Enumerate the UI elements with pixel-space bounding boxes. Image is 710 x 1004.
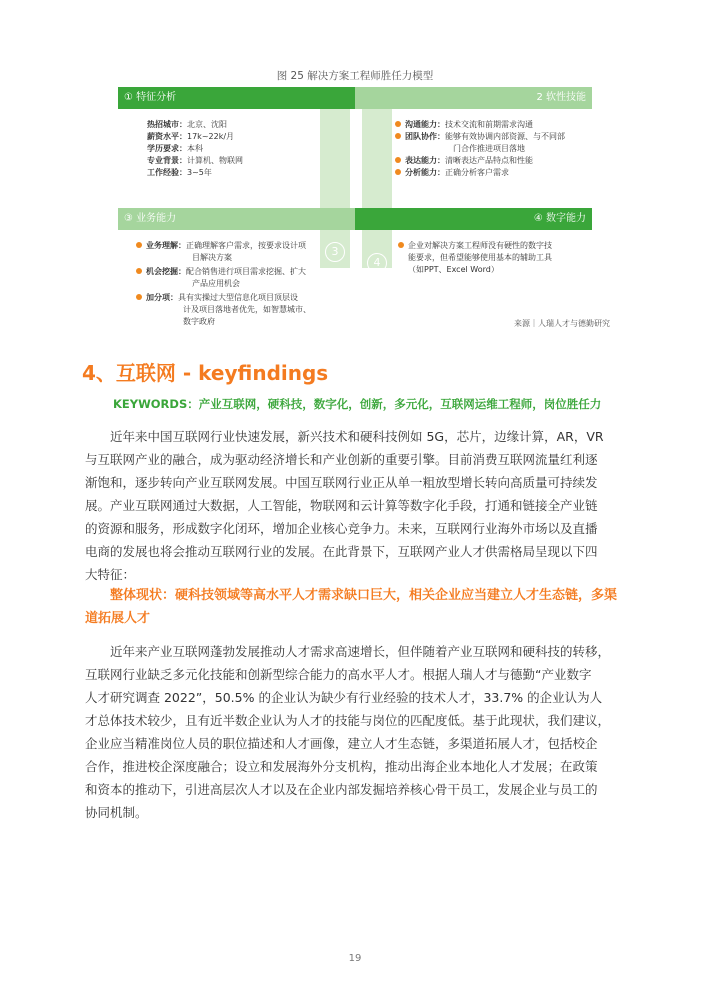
business-skill-text: 计及项目落地者优先，如智慧城市、 (183, 305, 311, 314)
figure-source: 来源｜人瑞人才与德勤研究 (514, 319, 610, 328)
bullet-dot-icon (395, 169, 401, 175)
subheading-line: 整体现状：硬科技领域等高水平人才需求缺口巨大，相关企业应当建立人才生态链，多渠 (110, 588, 618, 603)
characteristic-row (147, 167, 212, 179)
paragraph-line: 的资源和服务，形成数字化闭环，增加企业核心竞争力。未来，互联网行业海外市场以及直播 (85, 521, 598, 536)
characteristic-key: 工作经验： (147, 168, 187, 177)
paragraph-line: 企业应当精准岗位人员的职位描述和人才画像，建立人才生态链，多渠道拓展人才，包括校企 (85, 736, 598, 751)
paragraph-line: 近年来产业互联网蓬勃发展推动人才需求高速增长，但伴随着产业互联网和硬科技的转移， (110, 644, 611, 659)
digital-skill-item-cont (408, 264, 499, 276)
soft-skill-text: 清晰表达产品特点和性能 (445, 156, 533, 165)
soft-skill-text: 技术交流和前期需求沟通 (445, 120, 533, 129)
paragraph-line: 协同机制。 (85, 805, 148, 820)
soft-skill-item (395, 131, 565, 143)
business-skill-text: 目解决方案 (192, 253, 232, 262)
soft-skill-text: 门合作推进项目落地 (453, 144, 525, 153)
characteristic-row (147, 155, 243, 167)
bullet-dot-icon (398, 242, 404, 248)
characteristic-key: 专业背景： (147, 156, 187, 165)
bullet-dot-icon (136, 268, 142, 274)
characteristic-key: 学历要求： (147, 144, 187, 153)
paragraph-line: 才总体技术较少，且有近半数企业认为人才的技能与岗位的匹配度低。基于此现状，我们建议， (85, 713, 611, 728)
paragraph-line: 展。产业互联网通过大数据，人工智能，物联网和云计算等数字化手段，打通和链接全产业链 (85, 498, 598, 513)
soft-skill-item (395, 155, 533, 167)
characteristic-value: 3~5年 (187, 168, 212, 177)
soft-skill-item (395, 167, 509, 179)
number-circle-2: 2 (426, 184, 446, 204)
paragraph-line: 和资本的推动下，引进高层次人才以及在企业内部发掘培养核心骨干员工，发展企业与员工的 (85, 782, 598, 797)
business-skill-key: 机会挖掘： (146, 267, 186, 276)
section-label-digital: ④ 数字能力 (533, 213, 586, 224)
soft-skill-key: 沟通能力： (405, 120, 445, 129)
paragraph-1 (85, 425, 628, 586)
characteristic-value: 北京、沈阳 (187, 120, 227, 129)
business-skill-item (136, 266, 306, 278)
subheading-line: 道拓展人才 (85, 611, 151, 626)
number-circle-1: 1 (266, 141, 286, 161)
section-bar-business (118, 208, 355, 230)
business-skill-item (136, 240, 306, 252)
bullet-dot-icon (395, 133, 401, 139)
characteristic-value: 计算机、物联网 (187, 156, 243, 165)
section-bar-digital (355, 208, 592, 230)
number-circle-3: 3 (325, 242, 345, 262)
soft-skill-text: 正确分析客户需求 (445, 168, 509, 177)
digital-skill-text: （如PPT、Excel Word） (408, 265, 499, 274)
section-label-soft-skills: 2 软性技能 (536, 92, 586, 103)
business-skill-text: 正确理解客户需求，按要求设计项 (186, 241, 306, 250)
paragraph-line: 电商的发展也将会推动互联网行业的发展。在此背景下，互联网产业人才供需格局呈现以下四 (85, 544, 598, 559)
section-label-business: ③ 业务能力 (124, 213, 177, 224)
characteristic-key: 热招城市： (147, 120, 187, 129)
page-number: 19 (348, 953, 362, 964)
paragraph-line: 与互联网产业的融合，成为驱动经济增长和产业创新的重要引擎。目前消费互联网流量红利逐 (85, 452, 598, 467)
paragraph-line: 合作，推进校企深度融合；设立和发展海外分支机构，推动出海企业本地化人才发展；在政策 (85, 759, 598, 774)
bullet-dot-icon (395, 121, 401, 127)
paragraph-2 (85, 640, 628, 824)
paragraph-line: 近年来中国互联网行业快速发展，新兴技术和硬科技例如 5G，芯片，边缘计算，AR，VR (110, 429, 604, 444)
soft-skill-key: 表达能力： (405, 156, 445, 165)
digital-skill-item (398, 240, 552, 252)
digital-skill-text: 能要求，但希望能够使用基本的辅助工具 (408, 253, 552, 262)
subheading (85, 584, 628, 630)
business-skill-key: 加分项： (146, 293, 178, 302)
bullet-dot-icon (136, 294, 142, 300)
paragraph-line: 人才研究调查 2022”，50.5% 的企业认为缺少有行业经验的技术人才，33.7% 的企业认为人 (85, 690, 603, 705)
characteristic-value: 本科 (187, 144, 203, 153)
hash-vertical-bar-right (362, 108, 392, 268)
section-bar-characteristics (118, 87, 355, 109)
soft-skill-text: 能够有效协调内部资源、与不同部 (445, 132, 565, 141)
number-circle-4: 4 (367, 253, 387, 273)
characteristic-row (147, 131, 234, 143)
digital-skill-item-cont (408, 252, 552, 264)
digital-skill-text: 企业对解决方案工程师没有硬性的数字技 (408, 241, 552, 250)
business-skill-text: 产品应用机会 (192, 279, 240, 288)
business-skill-item-cont (183, 304, 311, 316)
bullet-dot-icon (395, 157, 401, 163)
soft-skill-key: 分析能力： (405, 168, 445, 177)
figure-title: 图 25 解决方案工程师胜任力模型 (276, 70, 434, 82)
soft-skill-item-cont (453, 143, 525, 155)
business-skill-item-cont (192, 278, 240, 290)
business-skill-item-cont (183, 316, 215, 328)
characteristic-row (147, 119, 227, 131)
characteristic-row (147, 143, 203, 155)
business-skill-key: 业务理解： (146, 241, 186, 250)
business-skill-text: 数字政府 (183, 317, 215, 326)
keywords-line: KEYWORDS：产业互联网，硬科技，数字化，创新，多元化，互联网运维工程师，岗位胜任力 (113, 397, 602, 411)
characteristic-value: 17k~22k/月 (187, 132, 235, 141)
section-heading: 4、互联网 - keyfindings (82, 361, 329, 385)
paragraph-line: 大特征： (85, 567, 136, 582)
bullet-dot-icon (136, 242, 142, 248)
business-skill-item (136, 292, 298, 304)
business-skill-text: 配合销售进行项目需求挖掘、扩大 (186, 267, 306, 276)
paragraph-line: 互联网行业缺乏多元化技能和创新型综合能力的高水平人才。根据人瑞人才与德勤“产业数字 (85, 667, 592, 682)
soft-skill-key: 团队协作： (405, 132, 445, 141)
paragraph-line: 渐饱和，逐步转向产业互联网发展。中国互联网行业正从单一粗放型增长转向高质量可持续发 (85, 475, 598, 490)
characteristic-key: 薪资水平： (147, 132, 187, 141)
section-label-characteristics: ① 特征分析 (124, 92, 177, 103)
business-skill-text: 具有实操过大型信息化项目顶层设 (178, 293, 298, 302)
business-skill-item-cont (192, 252, 232, 264)
soft-skill-item (395, 119, 533, 131)
section-bar-soft-skills (355, 87, 592, 109)
